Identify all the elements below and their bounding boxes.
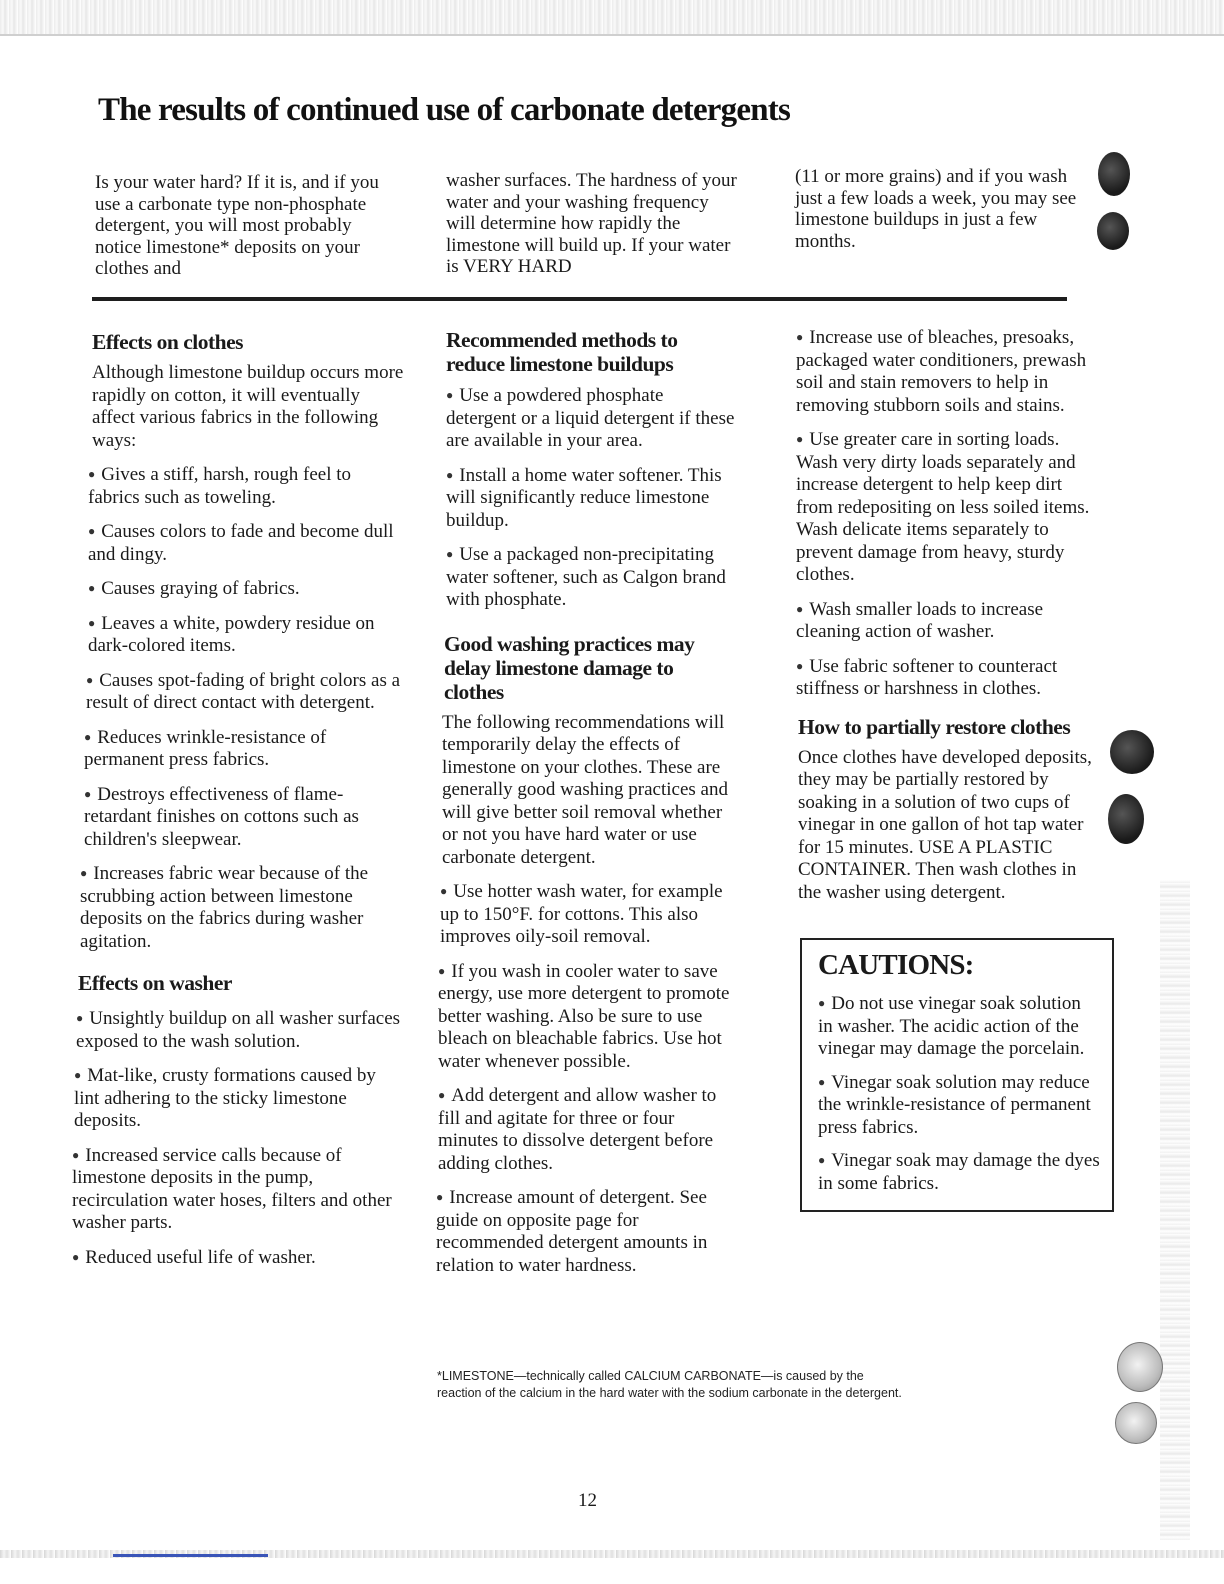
list-item: ● Increases fabric wear because of the scrubbing action between limestone deposits on the fabrics during washer agitation. <box>80 862 404 953</box>
cautions-list <box>818 992 1100 1195</box>
scan-edge-top <box>0 0 1224 34</box>
good-practices-intro: The following recommendations will temporarily delay the effects of limestone on your clothes. These are generally good washing practices and will give better soil removal whether or not you have hard water or use carbonate detergent. <box>442 711 728 868</box>
list-item: ● Gives a stiff, harsh, rough feel to fabrics such as toweling. <box>88 463 404 509</box>
binder-hole-2 <box>1097 212 1129 250</box>
footnote-line-1: *LIMESTONE—technically called CALCIUM CARBONATE—is caused by the <box>437 1369 864 1383</box>
good-practices-list-continued <box>796 326 1096 701</box>
list-item: ● Use fabric softener to counteract stiffness or harshness in clothes. <box>796 655 1096 701</box>
footnote <box>437 1368 997 1402</box>
recommended-methods-heading: Recommended methods to reduce limestone buildups <box>446 328 678 376</box>
column-middle <box>438 328 738 1288</box>
intro-text-3: (11 or more grains) and if you wash just a few loads a week, you may see limestone buildups in just a few months. <box>795 166 1077 252</box>
list-item: ● Vinegar soak may damage the dyes in some fabrics. <box>818 1149 1100 1195</box>
list-item: ● Use greater care in sorting loads. Wash very dirty loads separately and increase detergent to help keep dirt from redepositing on less soiled items. Wash delicate items separately to prevent damage from heavy, sturdy clothes. <box>796 428 1096 587</box>
good-practices-section <box>438 632 738 1278</box>
binder-hole-4 <box>1108 794 1144 844</box>
list-item: ● Causes spot-fading of bright colors as a result of direct contact with detergent. <box>86 669 404 715</box>
column-right <box>796 326 1096 904</box>
effects-on-clothes-intro: Although limestone buildup occurs more rapidly on cotton, it will eventually affect various fabrics in the following ways: <box>92 362 404 451</box>
cautions-heading: CAUTIONS: <box>818 949 974 981</box>
intro-text-2: washer surfaces. The hardness of your water and your washing frequency will determine how rapidly the limestone will build up. If your water is VERY HARD <box>446 170 737 278</box>
effects-on-clothes-heading: Effects on clothes <box>92 330 244 354</box>
effects-on-washer-list <box>72 1007 404 1269</box>
list-item: ● Increase amount of detergent. See guide on opposite page for recommended detergent amounts in relation to water hardness. <box>436 1186 738 1277</box>
restore-text: Once clothes have developed deposits, they may be partially restored by soaking in a solution of two cups of vinegar in one gallon of hot tap water for 15 minutes. USE A PLASTIC CONTAINER. Then wash clothes in the washer using detergent. <box>798 746 1092 903</box>
list-item: ● Reduces wrinkle-resistance of permanent press fabrics. <box>84 726 404 772</box>
list-item: ● Mat-like, crusty formations caused by lint adhering to the sticky limestone deposits. <box>74 1064 404 1133</box>
cautions-box <box>800 938 1114 1212</box>
scan-edge-right <box>1160 880 1190 1540</box>
page-title: The results of continued use of carbonate detergents <box>98 92 790 128</box>
binder-hole-1 <box>1098 152 1130 196</box>
binder-hole-3 <box>1110 730 1154 774</box>
list-item: ● Add detergent and allow washer to fill and agitate for three or four minutes to dissolve detergent before adding clothes. <box>438 1084 738 1175</box>
restore-heading: How to partially restore clothes <box>798 714 1071 739</box>
intro-text-1: Is your water hard? If it is, and if you use a carbonate type non-phosphate detergent, you will most probably notice limestone* deposits on your clothes and <box>95 172 379 280</box>
list-item: ● Vinegar soak solution may reduce the wrinkle-resistance of permanent press fabrics. <box>818 1071 1100 1140</box>
list-item: ● Leaves a white, powdery residue on dark-colored items. <box>88 612 404 658</box>
effects-on-clothes-list <box>80 463 404 953</box>
effects-on-washer-heading: Effects on washer <box>78 971 232 995</box>
recommended-methods-list <box>446 384 738 612</box>
list-item: ● Causes graying of fabrics. <box>88 577 404 601</box>
restore-section <box>796 715 1096 905</box>
list-item: ● If you wash in cooler water to save energy, use more detergent to promote better washing. Also be sure to use bleach on bleachable fabrics. Use hot water whenever possible. <box>438 960 738 1074</box>
scan-blue-mark <box>113 1554 268 1557</box>
good-practices-list <box>438 880 738 1277</box>
page-number: 12 <box>578 1490 597 1511</box>
list-item: ● Install a home water softener. This will significantly reduce limestone buildup. <box>446 464 738 533</box>
good-practices-heading: Good washing practices may delay limestone damage to clothes <box>444 631 695 704</box>
footnote-line-2: reaction of the calcium in the hard water with the sodium carbonate in the detergent. <box>437 1386 902 1400</box>
effects-on-clothes-section <box>80 330 404 953</box>
scan-edge-line <box>0 34 1224 36</box>
binder-hole-6 <box>1115 1402 1157 1444</box>
list-item: ● Unsightly buildup on all washer surfaces exposed to the wash solution. <box>76 1007 404 1053</box>
list-item: ● Reduced useful life of washer. <box>72 1246 404 1270</box>
column-left <box>72 330 404 1280</box>
list-item: ● Use a powdered phosphate detergent or a liquid detergent if these are available in your area. <box>446 384 738 453</box>
recommended-methods-section <box>438 328 738 612</box>
effects-on-washer-section <box>72 971 404 1269</box>
section-divider <box>92 297 1067 301</box>
list-item: ● Destroys effectiveness of flame-retardant finishes on cottons such as children's sleepwear. <box>84 783 404 852</box>
list-item: ● Increased service calls because of limestone deposits in the pump, recirculation water hoses, filters and other washer parts. <box>72 1144 404 1235</box>
binder-hole-5 <box>1117 1342 1163 1392</box>
list-item: ● Causes colors to fade and become dull and dingy. <box>88 520 404 566</box>
list-item: ● Use a packaged non-precipitating water softener, such as Calgon brand with phosphate. <box>446 543 738 612</box>
list-item: ● Use hotter wash water, for example up to 150°F. for cottons. This also improves oily-soil removal. <box>440 880 738 949</box>
list-item: ● Increase use of bleaches, presoaks, packaged water conditioners, prewash soil and stain removers to help in removing stubborn soils and stains. <box>796 326 1096 417</box>
list-item: ● Do not use vinegar soak solution in washer. The acidic action of the vinegar may damage the porcelain. <box>818 992 1100 1061</box>
list-item: ● Wash smaller loads to increase cleaning action of washer. <box>796 598 1096 644</box>
